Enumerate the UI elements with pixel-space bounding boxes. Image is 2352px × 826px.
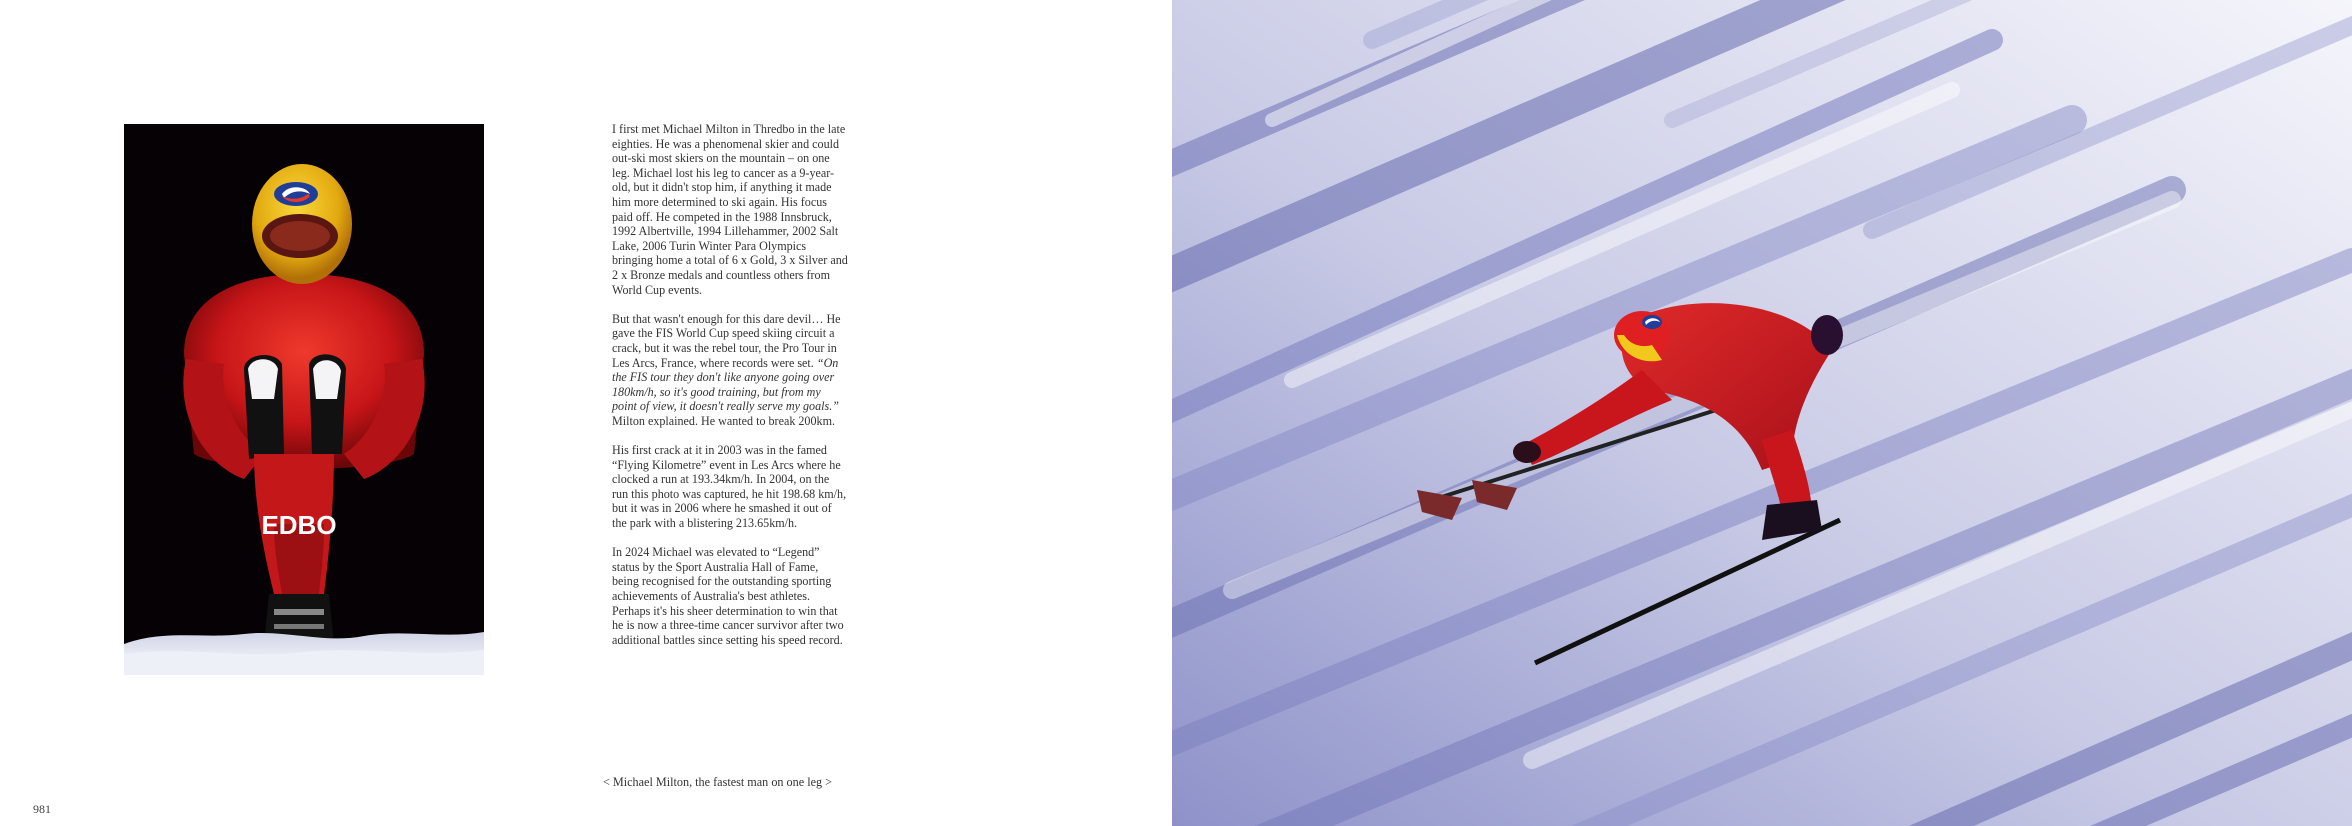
milton-quote: “On the FIS tour they don't like anyone going over 180km/h, so it's good training, but from my point of view, it doesn't really serve my goals.” [612, 355, 839, 414]
speed-skier-illustration [1172, 0, 2352, 826]
paragraph-2-intro: But that wasn't enough for this dare devil… He gave the FIS World Cup speed skiing circuit a crack, but it was the rebel tour, the Pro Tour in Les Arcs, France, where records were set. [612, 311, 841, 370]
helmet-logo-icon [1642, 315, 1662, 329]
portrait-illustration [124, 124, 484, 675]
right-page-photo [1172, 0, 2352, 826]
article-body [612, 122, 848, 662]
photo-caption: < Michael Milton, the fastest man on one leg > [603, 775, 833, 789]
suit-lettering: EDBO [261, 510, 337, 540]
paragraph-2-outro: Milton explained. He wanted to break 200km. [612, 413, 836, 428]
page-number: 981 [33, 802, 51, 816]
left-page [0, 0, 1172, 826]
swirl-logo-icon [274, 182, 318, 206]
portrait-photo [124, 124, 484, 675]
paragraph-1: I first met Michael Milton in Thredbo in the late eighties. He was a phenomenal skier and could out-ski most skiers on the mountain – on one leg. Michael lost his leg to cancer as a 9-year-old, but it didn't stop him, if anything it made him more determined to ski again. His focus paid off. He competed in the 1988 Innsbruck, 1992 Albertville, 1994 Lillehammer, 2002 Salt Lake, 2006 Turin Winter Para Olympics bringing home a total of 6 x Gold, 3 x Silver and 2 x Bronze medals and countless others from World Cup events. [612, 122, 848, 297]
paragraph-2 [612, 312, 848, 429]
paragraph-3: His first crack at it in 2003 was in the famed “Flying Kilometre” event in Les Arcs where he clocked a run at 193.34km/h. In 2004, on the run this photo was captured, he hit 198.68 km/h, but it was in 2006 where he smashed it out of the park with a blistering 213.65km/h. [612, 443, 847, 531]
paragraph-4: In 2024 Michael was elevated to “Legend” status by the Sport Australia Hall of Fame, being recognised for the outstanding sporting achievements of Australia's best athletes. Perhaps it's his sheer determination to win that he is now a three-time cancer survivor after two additional battles since setting his speed record. [612, 545, 844, 647]
